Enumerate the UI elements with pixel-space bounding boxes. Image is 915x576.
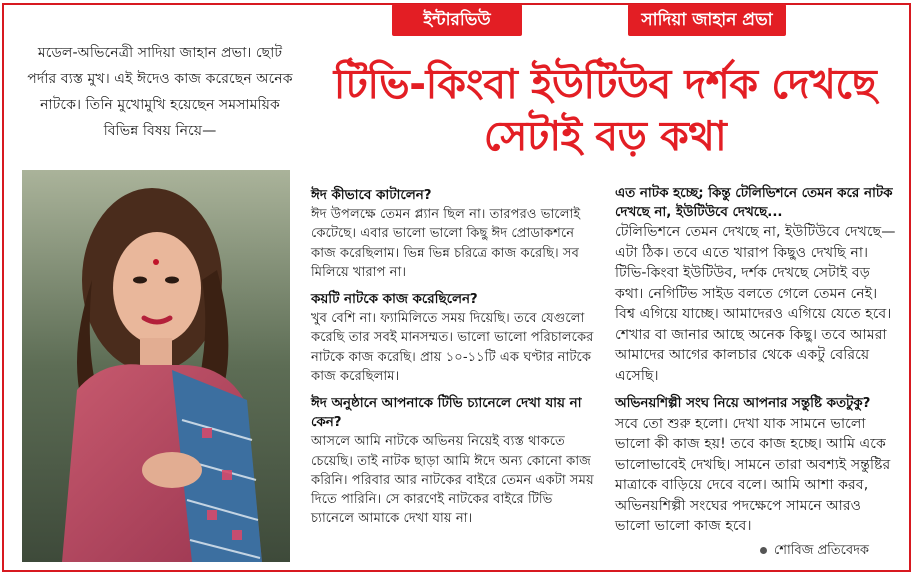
question-2: কয়টি নাটকে কাজ করেছিলেন? bbox=[311, 292, 478, 308]
portrait-photo bbox=[22, 170, 290, 562]
headline-line-2: সেটাই বড় কথা bbox=[483, 112, 727, 160]
question-3: ঈদ অনুষ্ঠানে আপনাকে টিভি চ্যানেলে দেখা যায় না কেন? bbox=[311, 396, 582, 431]
article-column-2 bbox=[615, 184, 900, 545]
headline-line-1: টিভি-কিংবা ইউটিউব দর্শক দেখছে bbox=[333, 60, 877, 108]
bullet-dot-icon bbox=[760, 547, 767, 554]
portrait-illustration bbox=[22, 170, 290, 562]
question-5: অভিনয়শিল্পী সংঘ নিয়ে আপনার সন্তুষ্টি কতটুকু? bbox=[615, 396, 871, 412]
answer-3: আসলে আমি নাটকে অভিনয় নিয়েই ব্যস্ত থাকতে চেয়েছি। তাই নাটক ছাড়া আমি ঈদে অন্য কোনো কাজ করিনি। পরিবার আর নাটকের বাইরে তেমন একটা সময় দিতে পারিনি। সে কারণেই নাটকের বাইরে টিভি চ্যানেলে আমাকে দেখা যায় না। bbox=[311, 434, 594, 527]
headline bbox=[300, 58, 910, 162]
answer-5: সবে তো শুরু হলো। দেখা যাক সামনে ভালো ভালো কী কাজ হয়! তবে কাজ হচ্ছে। আমি একে ভালোভাবেই দেখছি। সামনে তারা অবশ্যই সন্তুষ্টির মাত্রাকে বাড়িয়ে দেবে বলে। আমি আশা করব, অভিনয়শিল্পী সংঘের পদক্ষেপে সামনে আরও ভালো ভালো কাজ হবে। bbox=[615, 415, 891, 535]
question-1: ঈদ কীভাবে কাটালেন? bbox=[311, 188, 432, 203]
byline bbox=[760, 541, 869, 562]
byline-text: শোবিজ প্রতিবেদক bbox=[774, 543, 870, 558]
question-4: এত নাটক হচ্ছে; কিন্তু টেলিভিশনে তেমন করে নাটক দেখছে না, ইউটিউবে দেখছে... bbox=[615, 186, 893, 221]
article-column-1 bbox=[311, 186, 596, 536]
section-tag-name: সাদিয়া জাহান প্রভা bbox=[628, 4, 786, 36]
answer-1: ঈদ উপলক্ষে তেমন প্ল্যান ছিল না। তারপরও ভালোই কেটেছে। এবার ভালো ভালো কিছু ঈদ প্রোডাকশনে কাজ করেছিলাম। ভিন্ন ভিন্ন চরিত্রে কাজ করেছি। সব মিলিয়ে খারাপ না। bbox=[311, 207, 581, 280]
answer-2: খুব বেশি না। ফ্যামিলিতে সময় দিয়েছি। তবে যেগুলো করেছি তার সবই মানসম্মত। ভালো ভালো পরিচালকের নাটকে কাজ করেছি। প্রায় ১০-১১টি এক ঘণ্টার নাটকে কাজ করেছিলাম। bbox=[311, 311, 594, 384]
intro-text: মডেল-অভিনেত্রী সাদিয়া জাহান প্রভা। ছোট পর্দার ব্যস্ত মুখ। এই ঈদেও কাজ করেছেন অনেক নাটকে। তিনি মুখোমুখি হয়েছেন সমসাময়িক বিভিন্ন বিষয় নিয়ে— bbox=[27, 45, 293, 139]
section-tag-interview: ইন্টারভিউ bbox=[392, 4, 522, 36]
answer-4: টেলিভিশনে তেমন দেখছে না, ইউটিউবে দেখছে—এটা ঠিক। তবে এতে খারাপ কিছুও দেখছি না। টিভি-কিংবা ইউটিউব, দর্শক দেখছে সেটাই বড় কথা। নেগিটিভ সাইড বলতে গেলে তেমন নেই। বিশ্ব এগিয়ে যাচ্ছে। আমাদেরও এগিয়ে যেতে হবে। শেখার বা জানার আছে অনেক কিছু। তবে আমরা আমাদের আগের কালচার থেকে একটু বেরিয়ে এসেছি। bbox=[615, 224, 896, 384]
